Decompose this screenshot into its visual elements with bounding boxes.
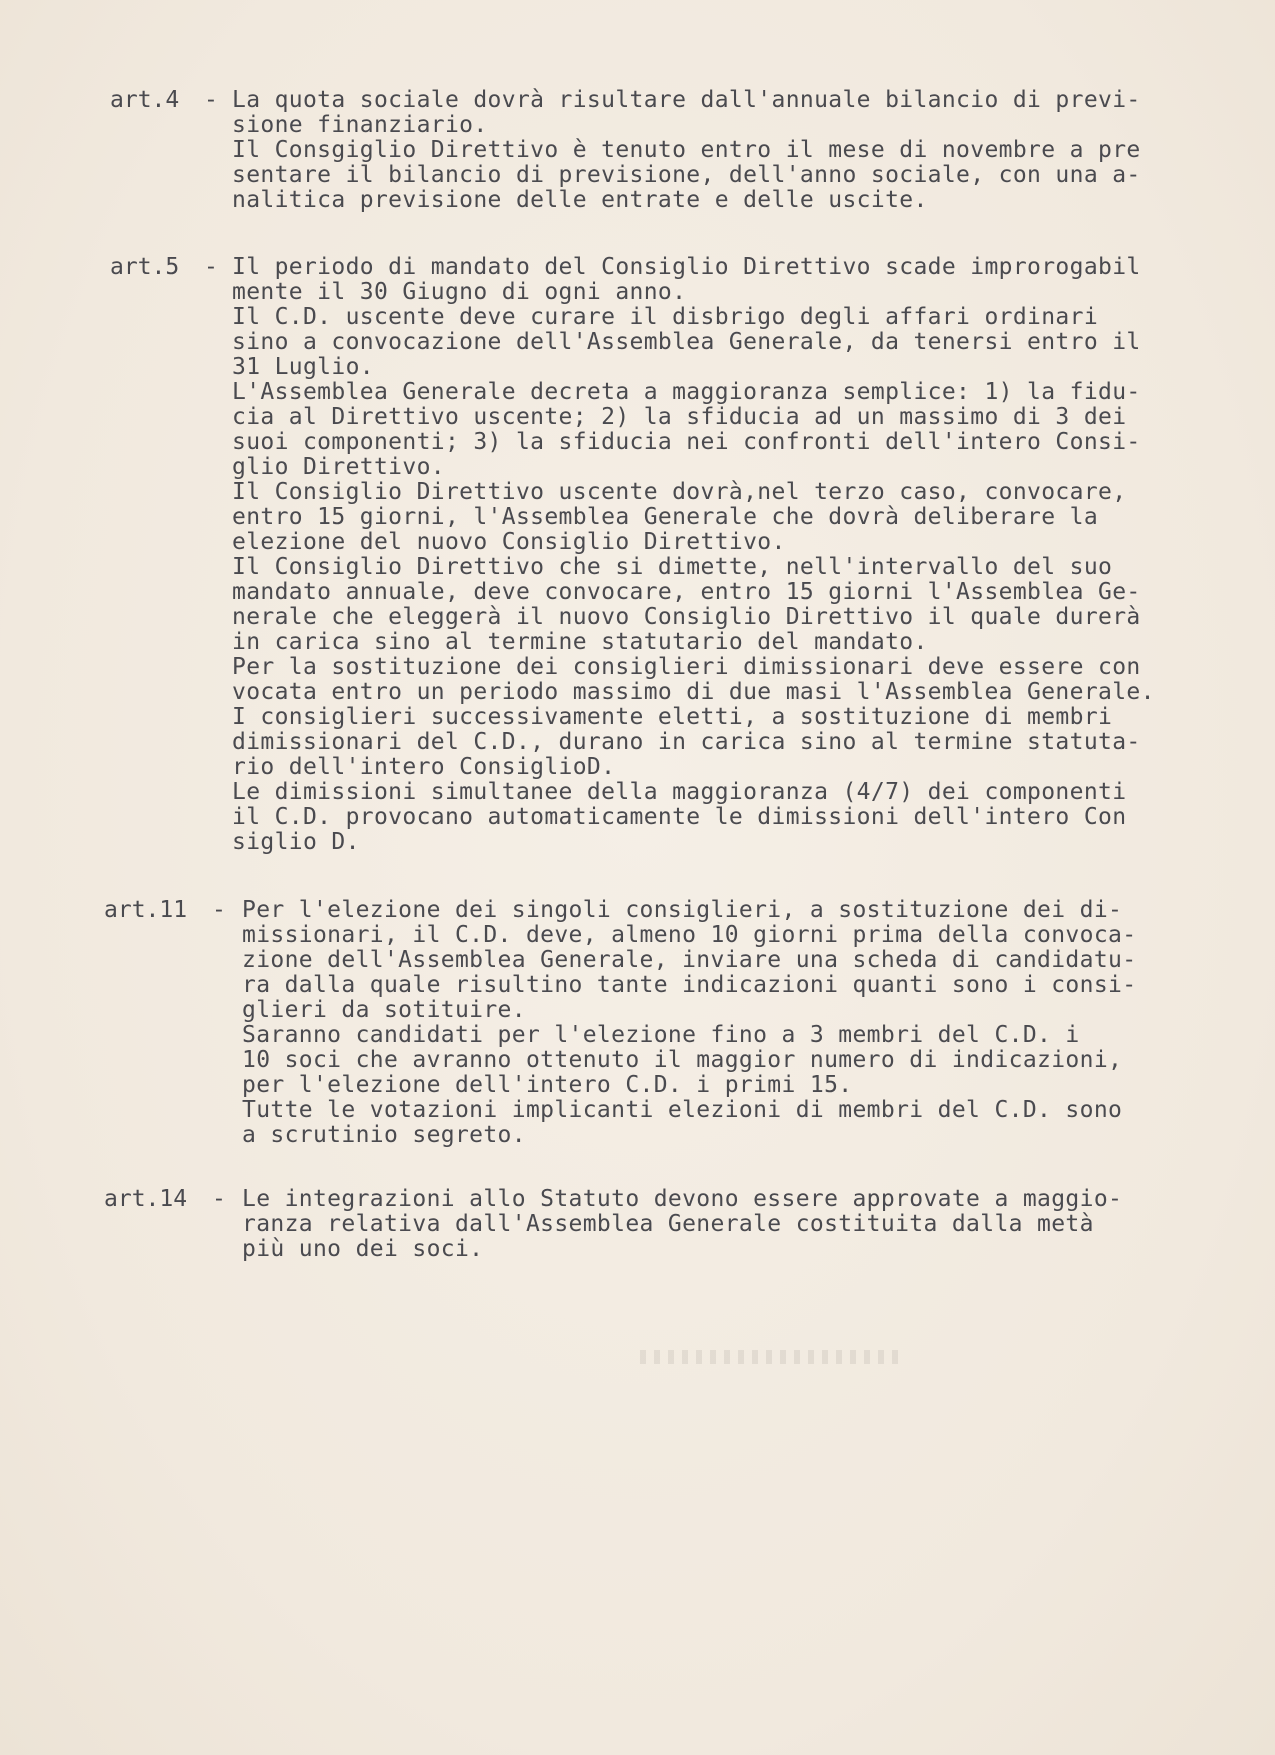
article-number: art.11 xyxy=(104,897,188,923)
text-line: Le dimissioni simultanee della maggioranza (4/7) dei componenti xyxy=(232,779,1127,805)
text-line: glio Direttivo. xyxy=(232,454,445,480)
text-line: a scrutinio segreto. xyxy=(242,1122,526,1148)
text-line: mandato annuale, deve convocare, entro 15 giorni l'Assemblea Ge- xyxy=(232,579,1141,605)
text-line: Tutte le votazioni implicanti elezioni di membri del C.D. sono xyxy=(242,1097,1123,1123)
faint-show-through-mark xyxy=(640,1350,900,1364)
text-line: zione dell'Assemblea Generale, inviare una scheda di candidatu- xyxy=(242,947,1137,973)
article-text xyxy=(232,255,1155,855)
text-line: più uno dei soci. xyxy=(242,1236,484,1262)
text-line: sentare il bilancio di previsione, dell'anno sociale, con una a- xyxy=(232,162,1141,188)
text-line: dimissionari del C.D., durano in carica sino al termine statuta- xyxy=(232,729,1141,755)
text-line: L'Assemblea Generale decreta a maggioranza semplice: 1) la fidu- xyxy=(232,379,1141,405)
text-line: il C.D. provocano automaticamente le dimissioni dell'intero Con xyxy=(232,804,1127,830)
article-number: art.4 xyxy=(110,87,180,113)
text-line: nalitica previsione delle entrate e delle uscite. xyxy=(232,187,928,213)
text-line: 10 soci che avranno ottenuto il maggior numero di indicazioni, xyxy=(242,1047,1123,1073)
text-line: ra dalla quale risultino tante indicazioni quanti sono i consi- xyxy=(242,972,1137,998)
text-line: sione finanziario. xyxy=(232,112,488,138)
text-line: per l'elezione dell'intero C.D. i primi 15. xyxy=(242,1072,853,1098)
text-line: vocata entro un periodo massimo di due masi l'Assemblea Generale. xyxy=(232,679,1155,705)
article-number: art.14 xyxy=(104,1186,188,1212)
text-line: suoi componenti; 3) la sfiducia nei confronti dell'intero Consi- xyxy=(232,429,1141,455)
text-line: mente il 30 Giugno di ogni anno. xyxy=(232,279,687,305)
text-line: missionari, il C.D. deve, almeno 10 giorni prima della convoca- xyxy=(242,922,1137,948)
text-line: nerale che eleggerà il nuovo Consiglio Direttivo il quale durerà xyxy=(232,604,1141,630)
article-number: art.5 xyxy=(110,254,180,280)
text-line: Il periodo di mandato del Consiglio Direttivo scade improrogabil xyxy=(232,254,1141,280)
text-line: glieri da sotituire. xyxy=(242,997,526,1023)
text-line: entro 15 giorni, l'Assemblea Generale che dovrà deliberare la xyxy=(232,504,1099,530)
text-line: Il Consiglio Direttivo uscente dovrà,nel terzo caso, convocare, xyxy=(232,479,1127,505)
article-dash: - xyxy=(212,1186,226,1212)
text-line: sino a convocazione dell'Assemblea Generale, da tenersi entro il xyxy=(232,329,1141,355)
article-dash: - xyxy=(204,87,218,113)
article-dash: - xyxy=(204,254,218,280)
text-line: Per l'elezione dei singoli consiglieri, a sostituzione dei di- xyxy=(242,897,1123,923)
text-line: ranza relativa dall'Assemblea Generale costituita dalla metà xyxy=(242,1211,1094,1237)
text-line: rio dell'intero ConsiglioD. xyxy=(232,754,616,780)
text-line: I consiglieri successivamente eletti, a sostituzione di membri xyxy=(232,704,1113,730)
text-line: Le integrazioni allo Statuto devono essere approvate a maggio- xyxy=(242,1186,1123,1212)
text-line: Il Consiglio Direttivo che si dimette, nell'intervallo del suo xyxy=(232,554,1113,580)
article-text xyxy=(232,88,1141,213)
text-line: La quota sociale dovrà risultare dall'annuale bilancio di previ- xyxy=(232,87,1141,113)
text-line: siglio D. xyxy=(232,829,360,855)
text-line: Il Consgiglio Direttivo è tenuto entro il mese di novembre a pre xyxy=(232,137,1141,163)
text-line: Saranno candidati per l'elezione fino a 3 membri del C.D. i xyxy=(242,1022,1080,1048)
article-text xyxy=(242,898,1136,1148)
article-dash: - xyxy=(212,897,226,923)
text-line: elezione del nuovo Consiglio Direttivo. xyxy=(232,529,786,555)
text-line: Il C.D. uscente deve curare il disbrigo degli affari ordinari xyxy=(232,304,1099,330)
article-text xyxy=(242,1187,1122,1262)
text-line: in carica sino al termine statutario del mandato. xyxy=(232,629,928,655)
text-line: 31 Luglio. xyxy=(232,354,374,380)
text-line: cia al Direttivo uscente; 2) la sfiducia ad un massimo di 3 dei xyxy=(232,404,1127,430)
text-line: Per la sostituzione dei consiglieri dimissionari deve essere con xyxy=(232,654,1141,680)
